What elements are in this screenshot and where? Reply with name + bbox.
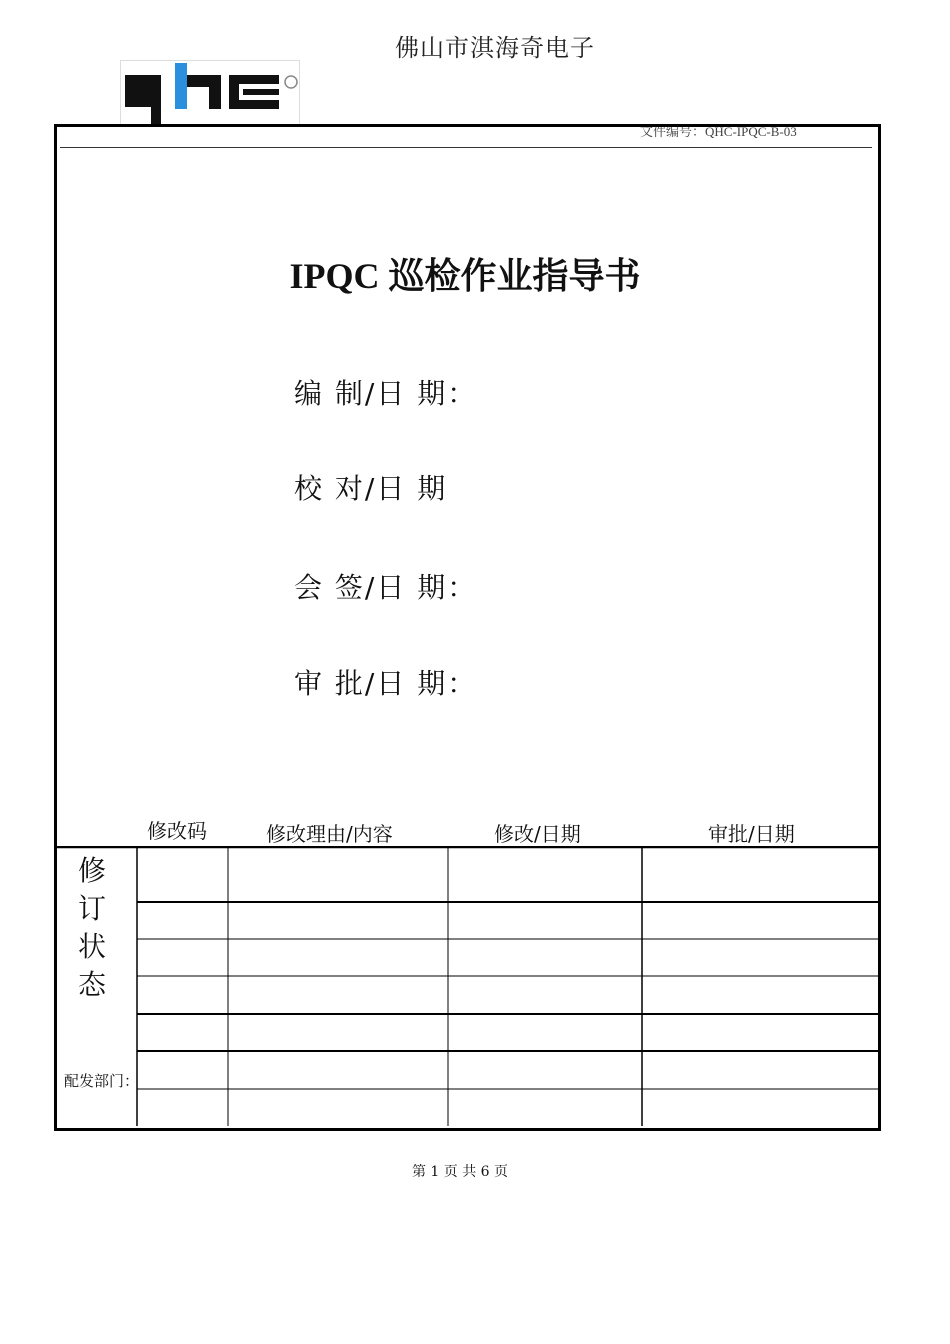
revision-table	[55, 846, 878, 1126]
sig-approve-date: 审 批/日 期：	[294, 667, 478, 700]
col-header-reason: 修改理由/内容	[266, 822, 393, 846]
sig-compile-date: 编 制/日 期：	[294, 377, 478, 410]
col-header-approval-date: 审批/日期	[708, 822, 795, 846]
header-divider	[60, 147, 872, 148]
document-title: IPQC 巡检作业指导书	[289, 256, 641, 296]
document-number: 文件编号：QHC-IPQC-B-03	[640, 124, 797, 139]
sig-countersign-date: 会 签/日 期：	[294, 571, 478, 604]
revision-status-char: 订	[78, 892, 107, 925]
revision-status-label	[78, 852, 108, 1004]
distribution-department-label: 配发部门：	[64, 1072, 140, 1090]
page-number: 第 1 页 共 6 页	[411, 1164, 509, 1180]
col-header-revision-date: 修改/日期	[494, 822, 581, 846]
revision-status-char: 态	[78, 968, 107, 1001]
company-name: 佛山市淇海奇电子	[395, 34, 595, 62]
sig-proofread-date: 校 对/日 期	[294, 472, 448, 505]
revision-status-char: 状	[78, 930, 107, 963]
revision-status-char: 修	[78, 854, 107, 887]
col-header-revision-code: 修改码	[147, 819, 207, 843]
company-logo	[120, 60, 300, 125]
